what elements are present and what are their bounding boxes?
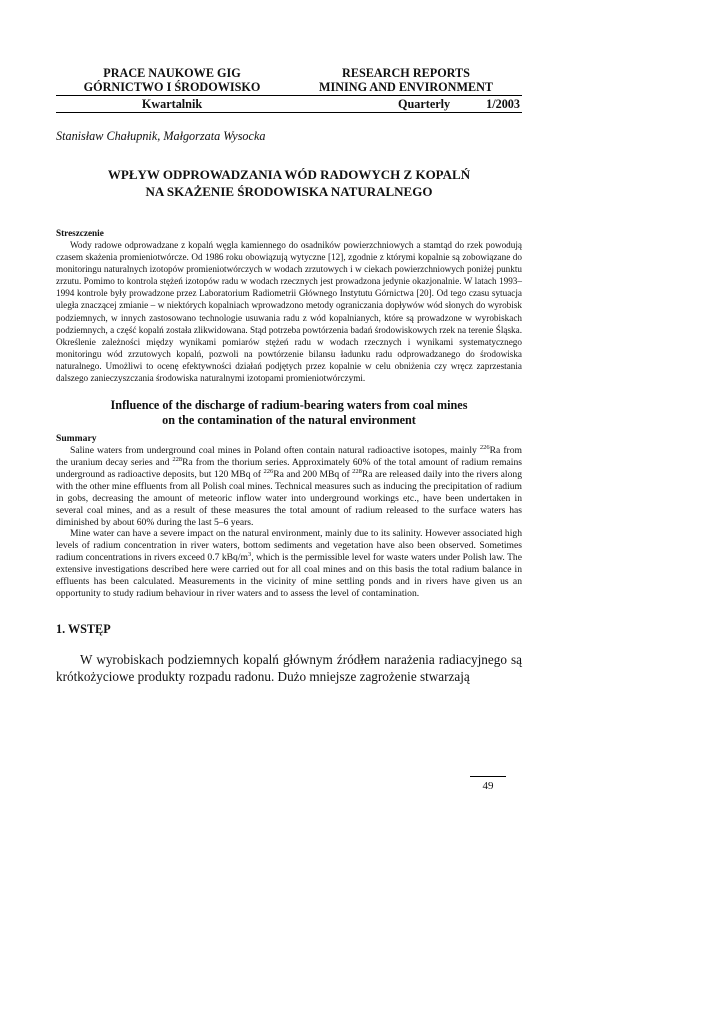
isotope-mass-228: 228 (172, 455, 183, 463)
summary-paragraph-1: Saline waters from underground coal mines in Poland often contain natural radioactive isotopes, mainly $^{226}$Ra from the uranium decay series and $^{228}$Ra from the thorium series. Approximately 60% of the total amount of radium remains underground as radioactive deposits, but 120 MBq of $^{226}$Ra and 200 MBq of $^{228}$Ra are released daily into the rivers along with the other mine effluents from all Polish coal mines. Technical measures such as inducing the precipitation of radium in gobs, decreasing the amount of meteoric inflow water into underground workings etc., have been undertaken in several coal mines, and as a result of these measures the total amount of radium released to the surface waters has diminished by about 60% during the last 5–6 years. (56, 443, 522, 528)
streszczenie-label: Streszczenie (56, 228, 104, 238)
journal-header (56, 66, 522, 113)
title-pl-line-2: NA SKAŻENIE ŚRODOWISKA NATURALNEGO (145, 184, 433, 199)
summary-label: Summary (56, 433, 97, 445)
isotope-mass-226: 226 (479, 443, 490, 451)
journal-series-en: MINING AND ENVIRONMENT (318, 80, 494, 94)
title-en-line-2: on the contamination of the natural environment (162, 413, 416, 428)
section-1-body (56, 651, 522, 685)
streszczenie-paragraph: Wody radowe odprowadzane z kopalń węgla kamiennego do osadników powierzchniowych a stamtąd do rzek powodują czasem skażenia promieniotwórcze. Od 1986 roku obowiązują wytyczne [12], zgodnie z którymi kopalnie są zobowiązane do monitoringu naturalnych izotopów promieniotwórczych w wodach zrzutowych i w ciekach powierzchniowych poniżej punktu zrzutu. Pomimo to kontrola stężeń izotopów radu w wodach rzecznych jest prowadzona jedynie okazjonalnie. W latach 1993–1994 kontrole były prowadzone przez Laboratorium Radiometrii Głównego Instytutu Górnictwa [20]. Od tego czasu sytuacja uległa znaczącej zmianie – w niektórych kopalniach wprowadzono metody ograniczania dopływów wód słonych do wyrobisk podziemnych, w innych zastosowano technologie usuwania radu z wód kopalnianych, które są prowadzone w wyrobiskach podziemnych, a część kopalń została zlikwidowana. Stąd potrzeba powtórzenia badań środowiskowych rzek na terenie Śląska. Określenie zależności między wynikami pomiarów stężeń radu w wodach rzecznych i wynikami systematycznego monitoringu wód zrzutowych kopalń, pozwoli na powtórzenie bilansu ładunku radu odprowadzanego do środowiska naturalnego. Umożliwi to ocenę efektywności działań podjętych przez kopalnie w celu obniżenia czy wręcz zaprzestania dalszego zanieczyszczania środowiska naturalnymi izotopami promieniotwórczymi. (56, 240, 522, 384)
paper-title-pl (56, 166, 522, 200)
title-en-line-1: Influence of the discharge of radium-bearing waters from coal mines (110, 398, 468, 413)
page-number: 49 (482, 780, 494, 792)
frequency-en: Quarterly (398, 97, 451, 111)
page (56, 66, 522, 685)
frequency-pl: Kwartalnik (141, 97, 203, 111)
journal-title-pl: PRACE NAUKOWE GIG (103, 66, 241, 80)
journal-title-en: RESEARCH REPORTS (342, 66, 470, 80)
paper-title-en (56, 398, 522, 428)
title-pl-line-1: WPŁYW ODPROWADZANIA WÓD RADOWYCH Z KOPALŃ (107, 167, 471, 182)
streszczenie-body (56, 239, 522, 384)
issue-number: 1/2003 (486, 97, 520, 111)
authors: Stanisław Chałupnik, Małgorzata Wysocka (56, 129, 266, 143)
section-1-paragraph: W wyrobiskach podziemnych kopalń głównym źródłem narażenia radiacyjnego są krótkożyciowe produkty rozpadu radonu. Dużo mniejsze zagrożenie stwarzają (56, 651, 522, 684)
summary-paragraph-2: Mine water can have a severe impact on the natural environment, mainly due to its salinity. However associated high levels of radium concentration in river waters, bottom sediments and vegetation have also been observed. Sometimes radium concentrations in rivers exceed 0.7 kBq/$m^3$, which is the permissible level for waste waters under Polish law. The extensive investigations described here were carried out for all coal mines and on this basis the total radium balance in effluents has been calculated. Measurements in the vicinity of mine settling ponds and in rivers have given us an opportunity to study radium behaviour in river waters and to assess the level of contamination. (56, 528, 522, 599)
page-number-rule (470, 776, 506, 777)
header-row-1 (56, 66, 522, 80)
summary-body (56, 445, 522, 600)
header-row-3 (56, 96, 522, 113)
journal-series-pl: GÓRNICTWO I ŚRODOWISKO (83, 80, 261, 94)
unit-exponent: 3 (247, 551, 252, 559)
header-row-2 (56, 80, 522, 96)
section-heading-1: 1. WSTĘP (56, 621, 111, 636)
